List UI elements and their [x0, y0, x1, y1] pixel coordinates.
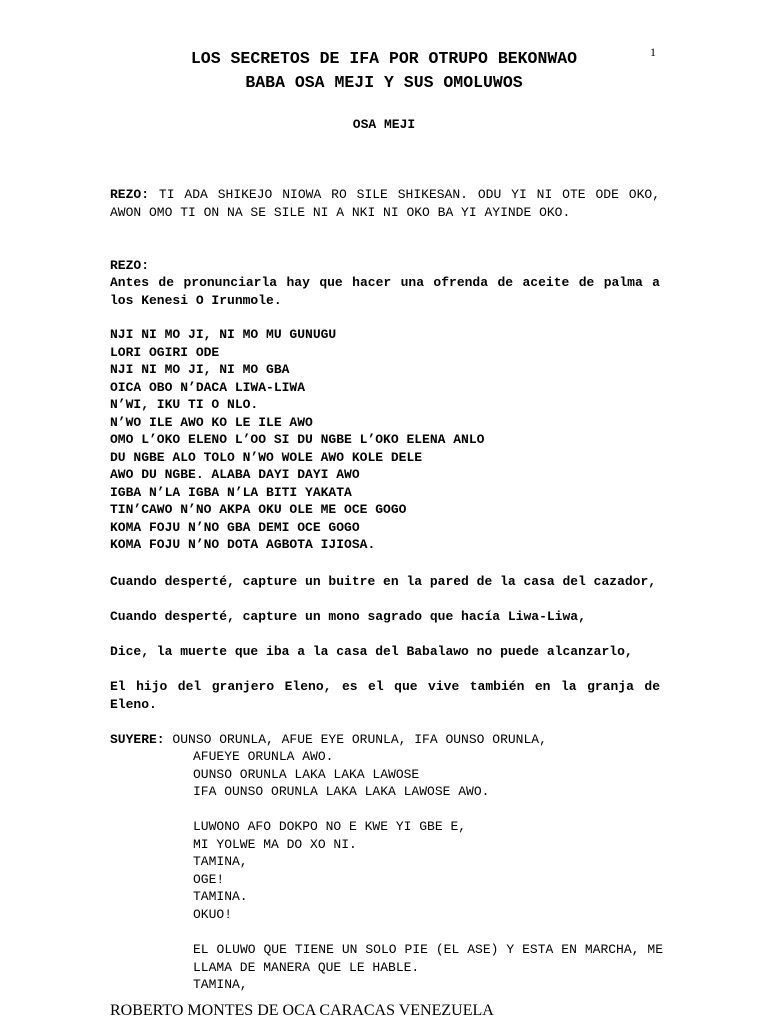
verse-line: N’WO ILE AWO KO LE ILE AWO	[110, 414, 313, 430]
suyere-line: IFA OUNSO ORUNLA LAKA LAKA LAWOSE AWO.	[193, 784, 490, 799]
translation-line: Cuando desperté, capture un buitre en la pared de la casa del cazador,	[110, 574, 657, 589]
suyere-text: OUNSO ORUNLA, AFUE EYE ORUNLA, IFA OUNSO ORUNLA,	[164, 732, 547, 747]
page-number: 1	[650, 45, 656, 59]
translation-line: Cuando desperté, capture un mono sagrado que hacía Liwa-Liwa,	[110, 609, 586, 624]
suyere-line: OGE!	[193, 871, 225, 887]
verse-line: TIN’CAWO N’NO AKPA OKU OLE ME OCE GOGO	[110, 502, 407, 517]
suyere-line: AFUEYE ORUNLA AWO.	[193, 749, 334, 764]
verse-line: OMO L’OKO ELENO L’OO SI DU NGBE L’OKO ELENA ANLO	[110, 432, 485, 447]
rezo-paragraph-1	[110, 186, 660, 221]
suyere-label: SUYERE:	[110, 732, 165, 747]
verse-line: KOMA FOJU N’NO GBA DEMI OCE GOGO	[110, 519, 360, 535]
footer-author: ROBERTO MONTES DE OCA CARACAS VENEZUELA	[110, 1002, 494, 1019]
verse-line: IGBA N’LA IGBA N’LA BITI YAKATA	[110, 484, 352, 500]
translation-line: El hijo del granjero Eleno, es el que vive también en la granja de Eleno.	[110, 679, 660, 712]
verse-line: N’WI, IKU TI O NLO.	[110, 397, 259, 412]
section-subtitle: OSA MEJI	[352, 117, 416, 132]
verse-line: NJI NI MO JI, NI MO GBA	[110, 362, 290, 377]
rezo-verse	[110, 326, 660, 554]
suyere-line: TAMINA,	[193, 854, 248, 869]
verse-line: KOMA FOJU N’NO DOTA AGBOTA IJIOSA.	[110, 537, 376, 552]
verse-line: AWO DU NGBE. ALABA DAYI DAYI AWO	[110, 467, 360, 482]
suyere-stanza-3: EL OLUWO QUE TIENE UN SOLO PIE (EL ASE) Y ESTA EN MARCHA, ME LLAMA DE MANERA QUE LE HABLE.	[193, 942, 663, 975]
rezo-text: TI ADA SHIKEJO NIOWA RO SILE SHIKESAN. ODU YI NI OTE ODE OKO, AWON OMO TI ON NA SE SILE NI A NKI NI OKO BA YI AYINDE OKO.	[110, 187, 660, 220]
rezo-intro: Antes de pronunciarla hay que hacer una ofrenda de aceite de palma a los Kenesi O Irunmole.	[110, 275, 660, 308]
title-line-2: BABA OSA MEJI Y SUS OMOLUWOS	[245, 73, 523, 92]
suyere-line: TAMINA,	[193, 977, 248, 992]
verse-line: NJI NI MO JI, NI MO MU GUNUGU	[110, 327, 337, 342]
title-line-1: LOS SECRETOS DE IFA POR OTRUPO BEKONWAO	[190, 49, 578, 68]
suyere-stanza-2	[193, 818, 663, 923]
translation-line: Dice, la muerte que iba a la casa del Babalawo no puede alcanzarlo,	[110, 644, 633, 659]
suyere-line: OUNSO ORUNLA LAKA LAKA LAWOSE	[193, 766, 420, 782]
rezo-label-2: REZO:	[110, 258, 150, 273]
suyere-line: TAMINA.	[193, 889, 248, 904]
suyere-line: LUWONO AFO DOKPO NO E KWE YI GBE E,	[193, 819, 467, 834]
verse-line: LORI OGIRI ODE	[110, 344, 220, 360]
suyere-line: MI YOLWE MA DO XO NI.	[193, 836, 357, 852]
suyere-line: OKUO!	[193, 906, 233, 922]
rezo-label: REZO:	[110, 187, 150, 202]
verse-line: DU NGBE ALO TOLO N’WO WOLE AWO KOLE DELE	[110, 449, 423, 465]
verse-line: OICA OBO N’DACA LIWA-LIWA	[110, 379, 306, 395]
suyere-stanza-1	[193, 748, 663, 801]
suyere-first-line	[110, 731, 660, 749]
